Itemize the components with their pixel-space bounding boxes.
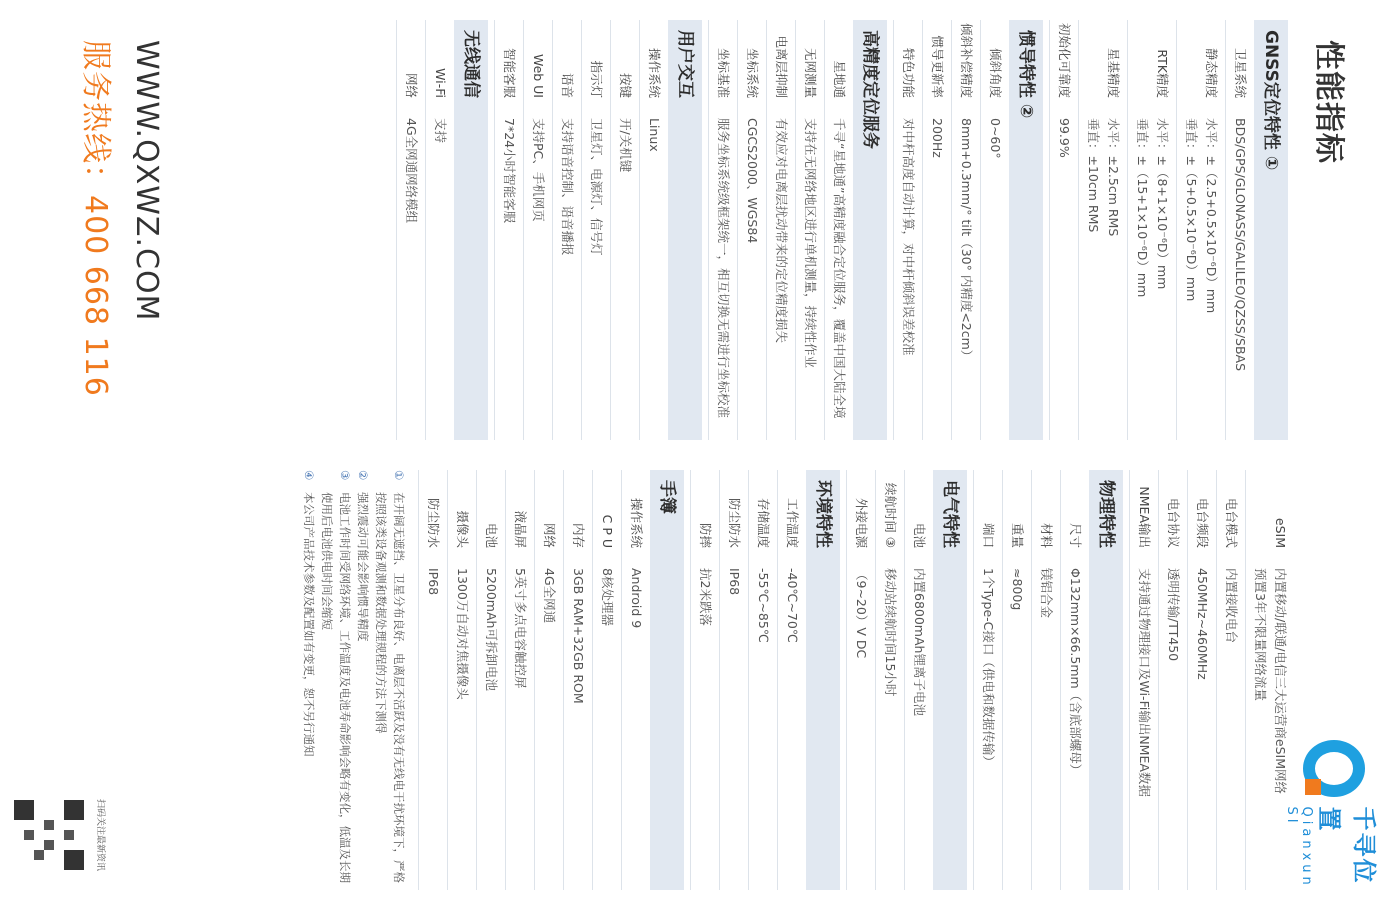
spec-key: 网络 [542, 522, 557, 548]
spec-row [1002, 470, 1031, 890]
spec-key: RTK精度 [1155, 49, 1170, 98]
spec-value: 0~60° [988, 118, 1003, 159]
spec-row [523, 20, 552, 440]
spec-key: 外接电源 [854, 497, 869, 548]
logo-english: Qianxun SI [1284, 806, 1314, 889]
spec-value: BDS/GPS/GLONASS/GALILEO/QZSS/SBAS [1233, 118, 1248, 372]
spec-row [1216, 470, 1245, 890]
spec-key: 倾斜角度 [988, 47, 1003, 98]
spec-key: 防尘防水 [426, 497, 441, 548]
section-header: 无线通信 [454, 20, 488, 440]
spec-value: 卫星灯、电源灯、信号灯 [589, 118, 604, 256]
footnotes [300, 470, 408, 890]
spec-value: 服务坐标系统级框架统一，相互切换无需进行坐标校准 [716, 118, 731, 419]
spec-row [1060, 470, 1089, 890]
spec-row [534, 470, 563, 890]
spec-key: 星地通 [832, 60, 847, 98]
spec-row [639, 20, 668, 440]
spec-key: 内存 [571, 522, 586, 548]
spec-key: 操作系统 [629, 497, 644, 548]
footnote-mark: ④ [302, 470, 316, 481]
spec-key: 静态精度 [1204, 47, 1219, 98]
spec-key: 惯导更新率 [930, 35, 945, 98]
spec-key: 星基精度 [1106, 47, 1121, 98]
spec-value: 镁铝合金 [1039, 568, 1054, 619]
spec-value: -55℃~85℃ [756, 568, 771, 643]
spec-value: 99.9% [1057, 118, 1072, 158]
spec-row [766, 20, 795, 440]
spec-value: 支持PC、手机网页 [531, 118, 546, 222]
footnote-text: 本公司产品技术参数及配置如有变更，恕不另行通知 [302, 492, 316, 757]
spec-value: Android 9 [629, 568, 644, 629]
spec-key: 防尘防水 [727, 497, 742, 548]
spec-value: 内置移动/联通/电信三大运营商eSIM网络 预置3年不限量网络流量 [1253, 568, 1288, 795]
spec-row [980, 20, 1009, 440]
section-header: 电气特性 [933, 470, 967, 890]
spec-value: 1个Type-C接口（供电和数据传输） [981, 568, 996, 768]
spec-key: 初始化可靠度 [1057, 22, 1072, 98]
spec-key: Web UI [531, 53, 546, 98]
spec-key: 电池 [484, 522, 499, 548]
spec-value: CGCS2000、WGS84 [745, 118, 760, 244]
spec-key: 电台模式 [1224, 497, 1239, 548]
spec-key: 操作系统 [647, 47, 662, 98]
spec-row [708, 20, 737, 440]
spec-row [621, 470, 650, 890]
spec-value: 450MHz~460MHz [1195, 568, 1210, 680]
spec-key: 存储温度 [756, 497, 771, 548]
spec-key: 倾斜补偿精度 [959, 22, 974, 98]
spec-row [505, 470, 534, 890]
spec-value: 8核处理器 [600, 568, 615, 626]
spec-row [846, 470, 875, 890]
spec-row [1129, 470, 1158, 890]
spec-row [552, 20, 581, 440]
section-header: 用户交互 [668, 20, 702, 440]
spec-row [1245, 470, 1294, 890]
spec-key: NMEA输出 [1137, 486, 1152, 548]
footnote-mark: ② [356, 470, 370, 481]
spec-key: 电离层抑制 [774, 35, 789, 98]
spec-key: 材料 [1039, 522, 1054, 548]
spec-value: Linux [647, 118, 662, 152]
spec-value: 1300万自动对焦摄像头 [455, 568, 470, 700]
spec-row [904, 470, 933, 890]
spec-row [1049, 20, 1078, 440]
spec-value: 对中杆高度自动计算，对中杆倾斜误差校准 [901, 118, 916, 356]
spec-row [777, 470, 806, 890]
spec-row [1078, 20, 1127, 440]
spec-value: 支持语音控制、语音播报 [560, 118, 575, 256]
spec-value: Φ132mm×66.5mm（含底部螺母） [1068, 568, 1083, 777]
spec-key: 电台频段 [1195, 497, 1210, 548]
spec-column-left [396, 20, 1294, 440]
logo-chinese: 千寻位置 [1315, 806, 1378, 885]
spec-key: Wi-Fi [433, 68, 448, 98]
spec-key: 摄像头 [455, 510, 470, 548]
qr-caption: 扫码关注最新资讯 [95, 798, 105, 871]
spec-key: 网络 [404, 72, 419, 98]
spec-key: 液晶屏 [513, 510, 528, 548]
spec-key: 防摔 [698, 522, 713, 548]
spec-row [719, 470, 748, 890]
spec-value: 水平：±（2.5+0.5×10⁻⁶D）mm 垂直：±（5+0.5×10⁻⁶D）mm [1184, 118, 1219, 314]
footnote [318, 470, 354, 890]
footnote [300, 470, 318, 890]
spec-row [563, 470, 592, 890]
spec-key: 坐标系统 [745, 47, 760, 98]
spec-value: 8mm+0.3mm/° tilt（30° 内精度<2cm） [959, 118, 974, 363]
spec-value: ≈800g [1010, 568, 1025, 611]
spec-row [875, 470, 904, 890]
spec-value: 开/关机键 [618, 118, 633, 173]
spec-key: 电台协议 [1166, 497, 1181, 548]
spec-row [447, 470, 476, 890]
spec-value: IP68 [727, 568, 742, 596]
spec-value: 抗2米跌落 [698, 568, 713, 626]
footer [77, 40, 164, 820]
section-header: 惯导特性 ② [1009, 20, 1043, 440]
spec-value: 支持 [433, 118, 448, 144]
spec-value: （9~20）V DC [854, 568, 869, 659]
spec-key: eSIM [1273, 517, 1288, 548]
spec-value: IP68 [426, 568, 441, 596]
spec-value: 7*24小时智能客服 [502, 118, 517, 224]
spec-value: 内置6800mAh锂离子电池 [912, 568, 927, 716]
section-header: 高精度定位服务 [853, 20, 887, 440]
spec-row [1187, 470, 1216, 890]
spec-value: 有效应对电离层扰动带来的定位精度损失 [774, 118, 789, 344]
spec-value: 5200mAh可拆卸电池 [484, 568, 499, 691]
spec-row [592, 470, 621, 890]
spec-value: 水平：±2.5cm RMS 垂直：±10cm RMS [1086, 118, 1121, 237]
spec-key: 续航时间 ③ [883, 482, 898, 548]
spec-key: 卫星系统 [1233, 47, 1248, 98]
spec-value: 千寻“星地通”高精度融合定位服务，覆盖中国大陆全境 [832, 118, 847, 419]
spec-value: 水平：±（8+1×10⁻⁶D）mm 垂直：±（15+1×10⁻⁶D）mm [1135, 118, 1170, 298]
spec-row [494, 20, 523, 440]
section-header: 手簿 [650, 470, 684, 890]
footnote-mark: ③ [338, 470, 352, 481]
section-header: 环境特性 [806, 470, 840, 890]
spec-key: 智能客服 [502, 47, 517, 98]
spec-row [476, 470, 505, 890]
spec-key: 指示灯 [589, 60, 604, 98]
page-title: 性能指标 [1311, 40, 1346, 164]
spec-row [690, 470, 719, 890]
footnote [372, 470, 408, 890]
spec-value: 透明传输/TT450 [1166, 568, 1181, 662]
spec-key: C P U [600, 514, 615, 548]
spec-row [893, 20, 922, 440]
spec-row [748, 470, 777, 890]
spec-row [581, 20, 610, 440]
spec-row [1176, 20, 1225, 440]
spec-key: 端口 [981, 522, 996, 548]
spec-row [396, 20, 425, 440]
spec-value: -40℃~70℃ [785, 568, 800, 643]
spec-value: 4G全网通 [542, 568, 557, 624]
spec-row [418, 470, 447, 890]
hotline: 服务热线：400 668 116 [78, 40, 113, 397]
footnote-mark: ① [392, 470, 406, 481]
spec-value: 5英寸多点电容触控屏 [513, 568, 528, 689]
spec-row [1127, 20, 1176, 440]
spec-row [1158, 470, 1187, 890]
footnote-text: 在开阔无遮挡、卫星分布良好、电离层不活跃及没有无线电干扰环境下，严格按照该类设备观测和数据处理规程的方法下测得 [374, 492, 406, 883]
qr-code-icon [14, 800, 84, 870]
footnote-text: 强烈震动可能会影响惯导精度 [356, 492, 370, 642]
spec-row [951, 20, 980, 440]
spec-value: 支持通过物理接口及Wi-Fi输出NMEA数据 [1137, 568, 1152, 797]
spec-value: 200Hz [930, 118, 945, 158]
spec-column-right [300, 470, 1294, 890]
spec-key: 坐标基准 [716, 47, 731, 98]
spec-value: 支持在无网络地区进行单机测量，持续性作业 [803, 118, 818, 369]
spec-row [922, 20, 951, 440]
footnote-text: 电池工作时间受网络环境、工作温度及电池寿命影响会略有变化，低温及长期使用后电池供电时间会缩短 [320, 492, 352, 883]
spec-key: 尺寸 [1068, 522, 1083, 548]
spec-key: 按键 [618, 72, 633, 98]
spec-value: 3GB RAM+32GB ROM [571, 568, 586, 704]
spec-row [973, 470, 1002, 890]
spec-row [795, 20, 824, 440]
website: WWW.QXWZ.COM [129, 40, 164, 322]
spec-row [1225, 20, 1254, 440]
spec-row [1031, 470, 1060, 890]
section-header: GNSS定位特性 ① [1254, 20, 1288, 440]
section-header: 物理特性 [1089, 470, 1123, 890]
spec-key: 重量 [1010, 522, 1025, 548]
logo-icon [1303, 740, 1365, 797]
spec-value: 移动站续航时间15小时 [883, 568, 898, 697]
spec-key: 特色功能 [901, 47, 916, 98]
spec-key: 无网测量 [803, 47, 818, 98]
brand-logo [1284, 740, 1378, 901]
spec-row [824, 20, 853, 440]
spec-row [610, 20, 639, 440]
spec-row [737, 20, 766, 440]
footnote [354, 470, 372, 890]
spec-key: 电池 [912, 522, 927, 548]
spec-value: 内置接收电台 [1224, 568, 1239, 644]
spec-key: 工作温度 [785, 497, 800, 548]
spec-value: 4G全网通网络模组 [404, 118, 419, 224]
spec-row [425, 20, 454, 440]
spec-key: 语音 [560, 72, 575, 98]
